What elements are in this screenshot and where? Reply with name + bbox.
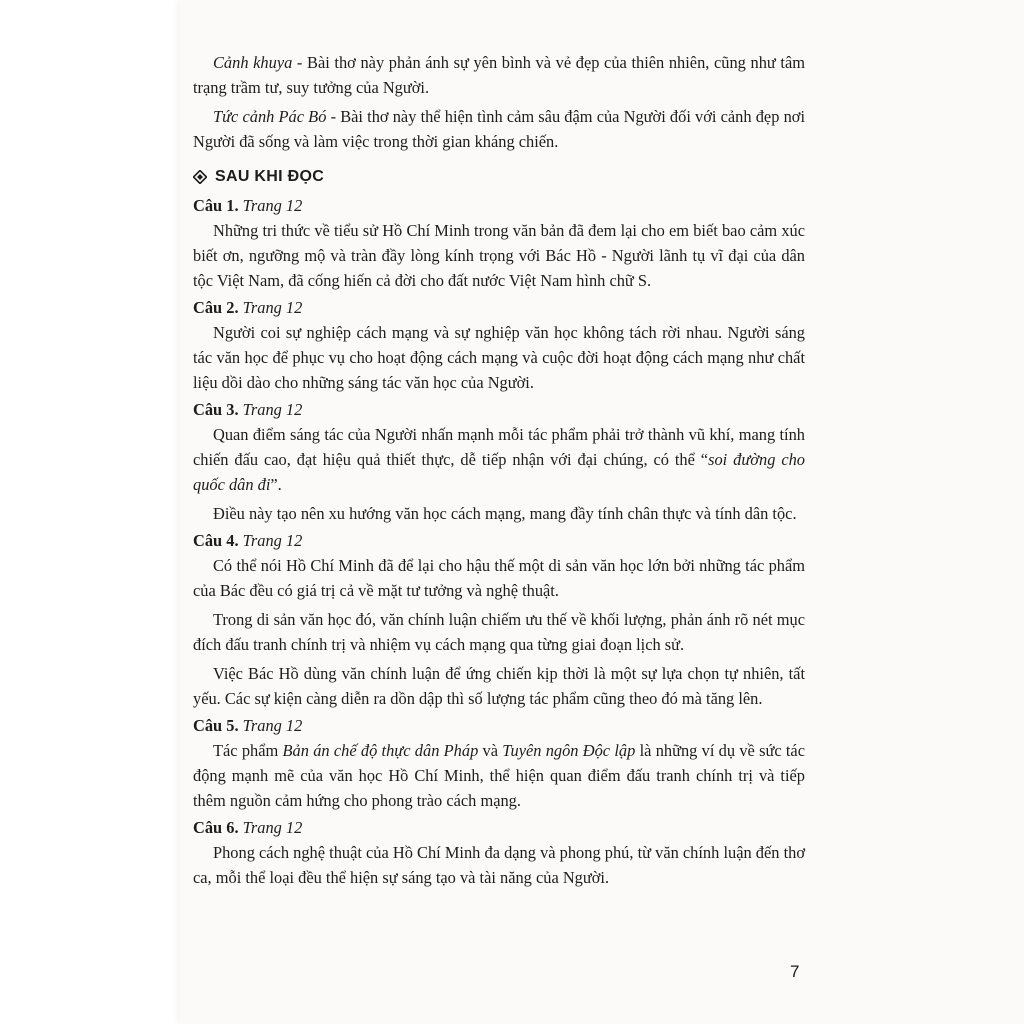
question-3 bbox=[193, 397, 805, 526]
question-label: Câu 2. bbox=[193, 298, 239, 317]
section-title: SAU KHI ĐỌC bbox=[215, 168, 325, 185]
poem-title: Tức cảnh Pác Bó bbox=[213, 107, 327, 126]
question-page: Trang 12 bbox=[242, 196, 303, 215]
answer-paragraph: Việc Bác Hồ dùng văn chính luận để ứng chiến kịp thời là một sự lựa chọn tự nhiên, tất yếu. Các sự kiện càng diễn ra dồn dập thì số lượng tác phẩm cũng theo đó mà tăng lên. bbox=[193, 664, 805, 708]
section-heading bbox=[193, 164, 805, 189]
question-1 bbox=[193, 193, 805, 293]
question-6 bbox=[193, 815, 805, 890]
question-4 bbox=[193, 528, 805, 711]
question-page: Trang 12 bbox=[242, 400, 303, 419]
answer-paragraph: Phong cách nghệ thuật của Hồ Chí Minh đa dạng và phong phú, từ văn chính luận đến thơ ca, mỗi thể loại đều thể hiện sự sáng tạo và tài năng của Người. bbox=[193, 843, 805, 887]
answer-paragraph: Tác phẩm Bản án chế độ thực dân Pháp và Tuyên ngôn Độc lập là những ví dụ về sức tác động mạnh mẽ của văn học Hồ Chí Minh, thể hiện quan điểm đấu tranh chính trị và tiếp thêm nguồn cảm hứng cho phong trào cách mạng. bbox=[193, 741, 805, 810]
answer-paragraph: Người coi sự nghiệp cách mạng và sự nghiệp văn học không tách rời nhau. Người sáng tác văn học để phục vụ cho hoạt động cách mạng và cuộc đời hoạt động cách mạng như chất liệu dồi dào cho những sáng tác văn học của Người. bbox=[193, 323, 805, 392]
quote: soi đường cho quốc dân đi bbox=[193, 450, 806, 494]
question-label: Câu 5. bbox=[193, 716, 239, 735]
work-title: Bản án chế độ thực dân Pháp bbox=[282, 741, 479, 760]
work-title: Tuyên ngôn Độc lập bbox=[502, 741, 636, 760]
answer-paragraph: Quan điểm sáng tác của Người nhấn mạnh mỗi tác phẩm phải trở thành vũ khí, mang tính chiến đấu cao, đạt hiệu quả thiết thực, dễ tiếp nhận với đại chúng, có thể “soi đường cho quốc dân đi”. bbox=[193, 425, 806, 494]
question-5 bbox=[193, 713, 805, 813]
intro-paragraph-1: Cảnh khuya - Bài thơ này phản ánh sự yên bình và vẻ đẹp của thiên nhiên, cũng như tâm trạng trầm tư, suy tưởng của Người. bbox=[193, 53, 805, 97]
question-label: Câu 1. bbox=[193, 196, 239, 215]
question-page: Trang 12 bbox=[242, 298, 303, 317]
question-page: Trang 12 bbox=[242, 531, 303, 550]
question-page: Trang 12 bbox=[242, 818, 303, 837]
answer-paragraph: Trong di sản văn học đó, văn chính luận chiếm ưu thế về khối lượng, phản ánh rõ nét mục đích đấu tranh chính trị và nhiệm vụ cách mạng qua từng giai đoạn lịch sử. bbox=[193, 610, 805, 654]
question-2 bbox=[193, 295, 805, 395]
answer-paragraph: Có thể nói Hồ Chí Minh đã để lại cho hậu thế một di sản văn học lớn bởi những tác phẩm của Bác đều có giá trị cả về mặt tư tưởng và nghệ thuật. bbox=[193, 556, 805, 600]
page-content bbox=[193, 50, 805, 890]
intro-paragraph-2: Tức cảnh Pác Bó - Bài thơ này thể hiện tình cảm sâu đậm của Người đối với cảnh đẹp nơi Người đã sống và làm việc trong thời gian kháng chiến. bbox=[193, 107, 805, 151]
diamond-icon bbox=[193, 170, 207, 184]
question-label: Câu 6. bbox=[193, 818, 239, 837]
poem-title: Cảnh khuya bbox=[213, 53, 293, 72]
answer-paragraph: Những tri thức về tiểu sử Hồ Chí Minh trong văn bản đã đem lại cho em biết bao cảm xúc biết ơn, ngưỡng mộ và tràn đầy lòng kính trọng với Bác Hồ - Người lãnh tụ vĩ đại của dân tộc Việt Nam, đã cống hiến cả đời cho đất nước Việt Nam hình chữ S. bbox=[193, 221, 805, 290]
question-label: Câu 4. bbox=[193, 531, 239, 550]
question-label: Câu 3. bbox=[193, 400, 239, 419]
question-page: Trang 12 bbox=[242, 716, 303, 735]
answer-paragraph: Điều này tạo nên xu hướng văn học cách mạng, mang đầy tính chân thực và tính dân tộc. bbox=[213, 504, 797, 523]
page-number: 7 bbox=[790, 962, 800, 981]
